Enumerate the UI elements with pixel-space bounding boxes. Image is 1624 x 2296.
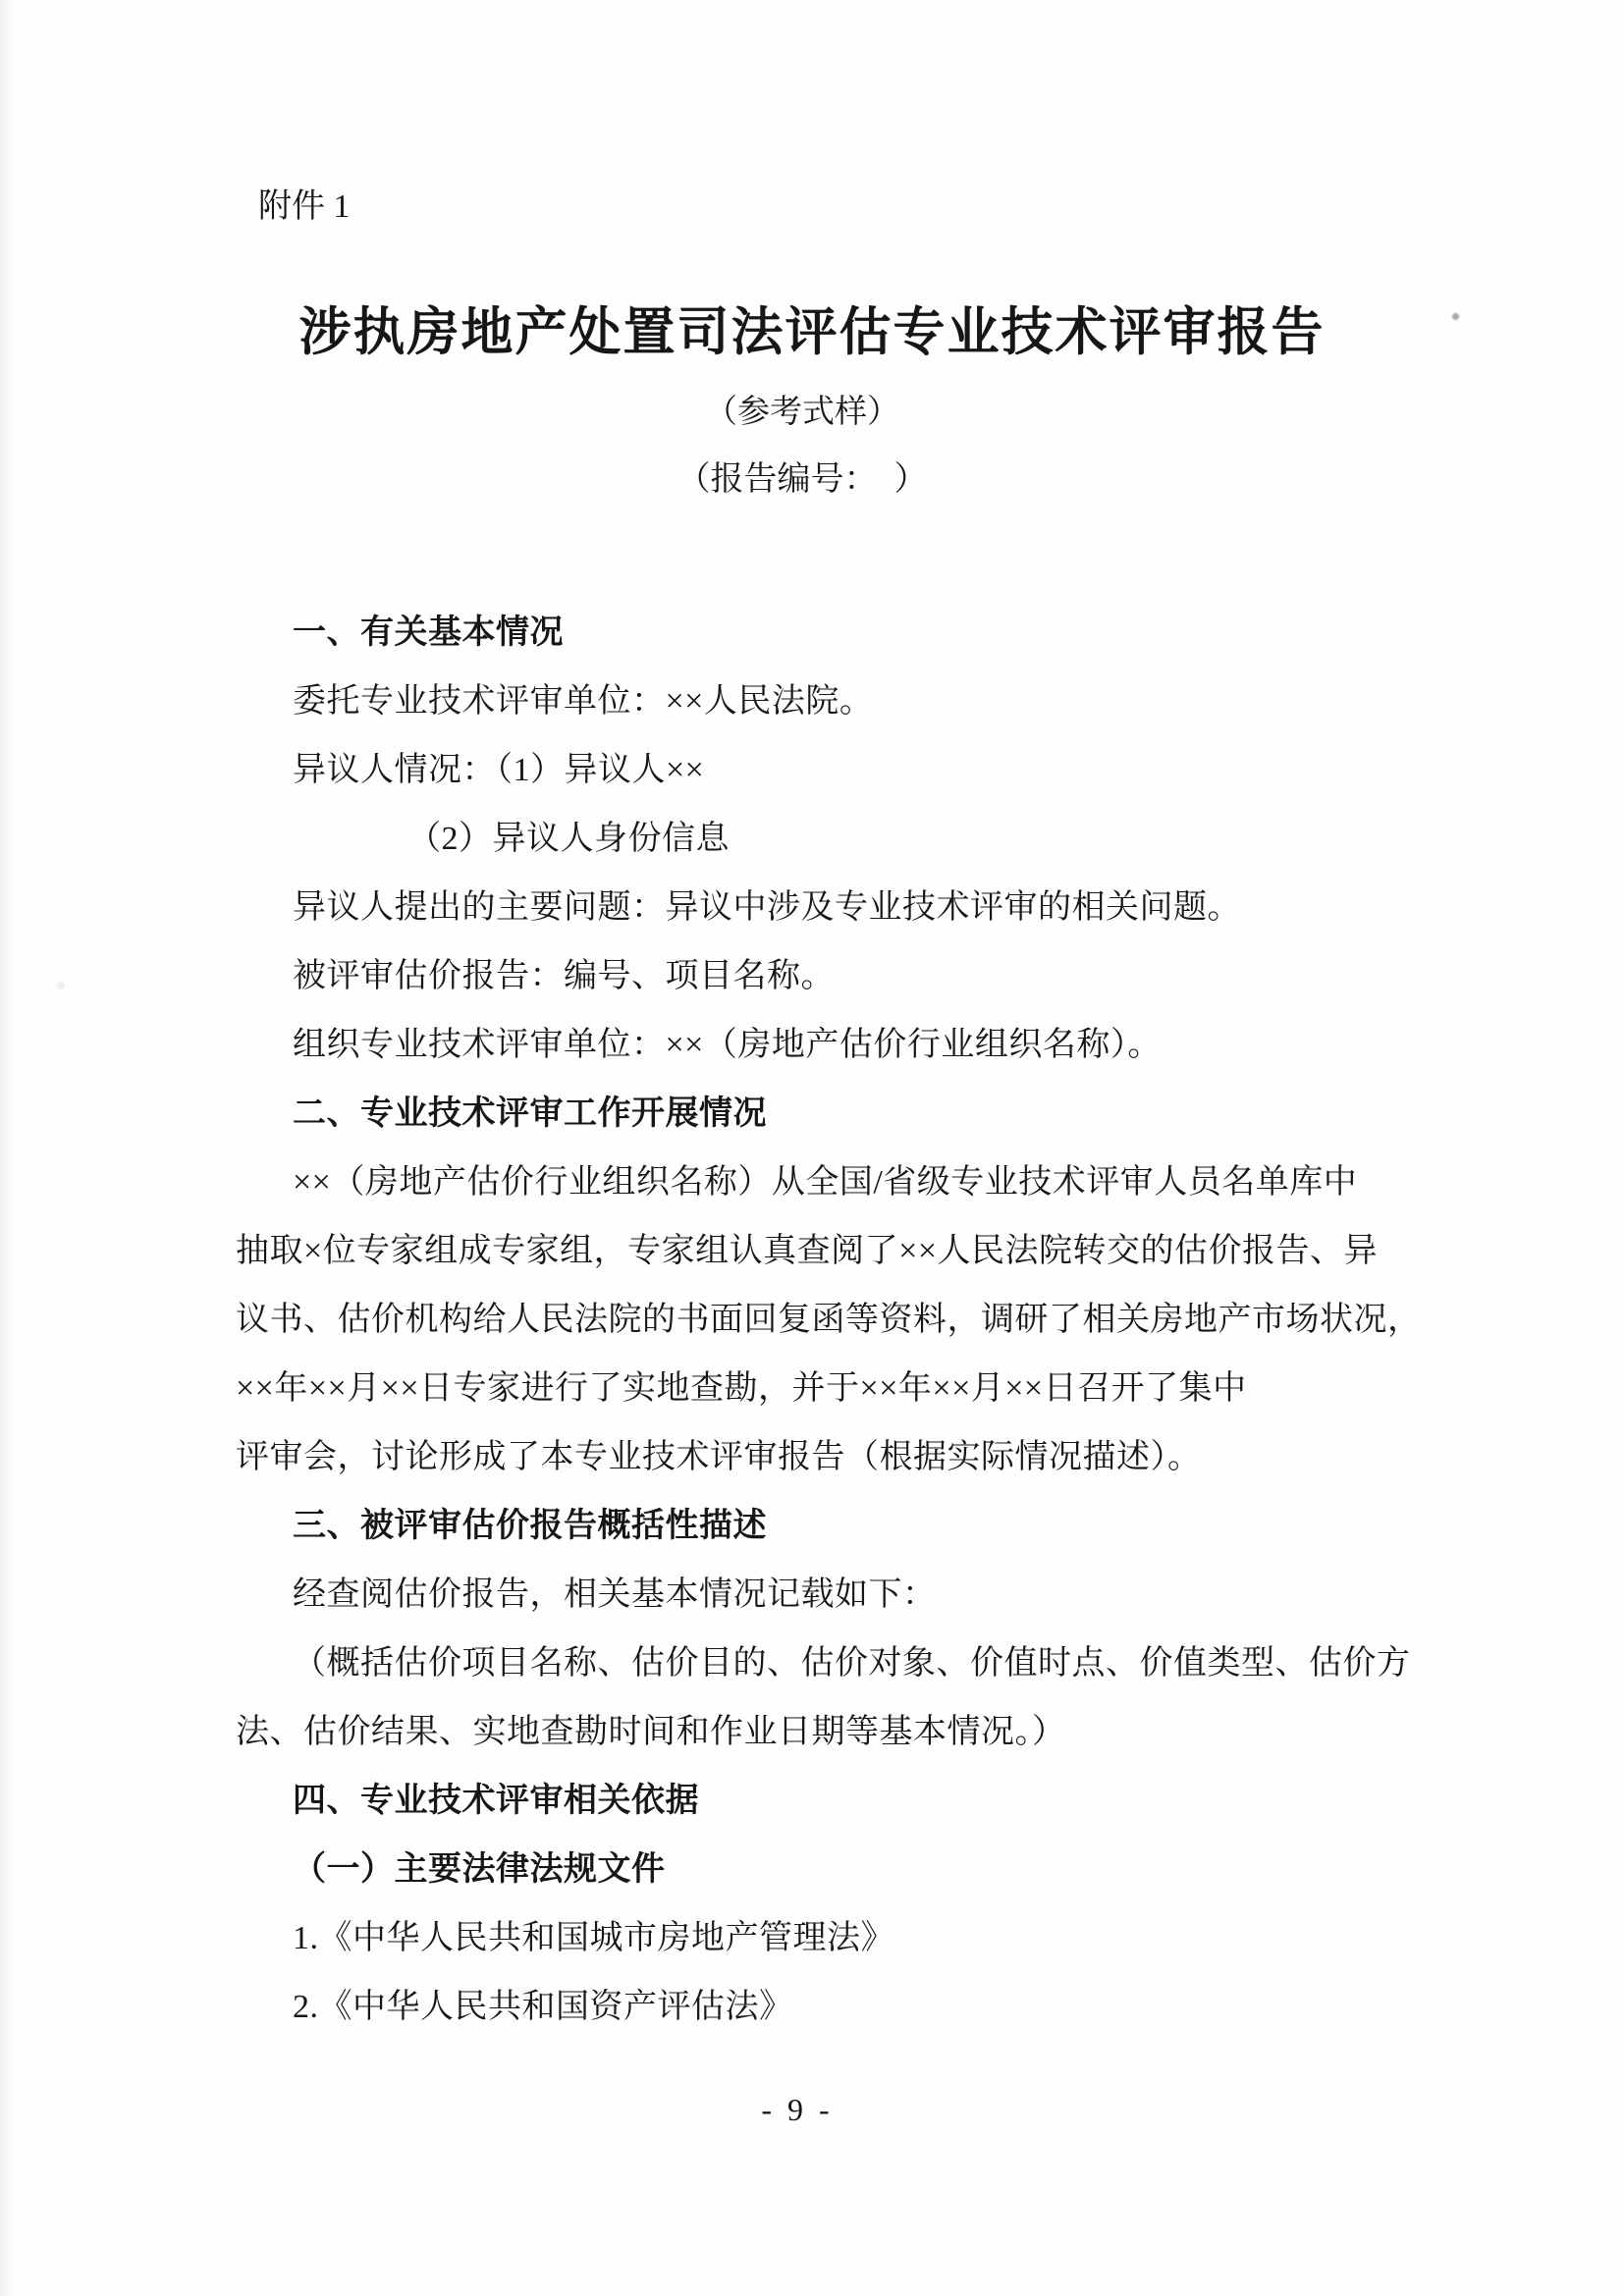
body-paragraph-2-line-4: ××年××月××日专家进行了实地查勘，并于××年××月××日召开了集中	[236, 1370, 1247, 1407]
body-line-objector-1: 异议人情况：（1）异议人××	[293, 752, 705, 788]
body-line-organizing-unit: 组织专业技术评审单位：××（房地产估价行业组织名称）。	[293, 1027, 1162, 1063]
body-line-reviewed-report: 被评审估价报告：编号、项目名称。	[293, 958, 835, 994]
document-title: 涉执房地产处置司法评估专业技术评审报告	[298, 304, 1326, 361]
section-heading-1: 一、有关基本情况	[293, 614, 564, 651]
report-number-line: （报告编号： ）	[677, 461, 928, 498]
legal-document-item-2: 2.《中华人民共和国资产评估法》	[293, 1989, 793, 2025]
scan-edge-shadow	[0, 0, 16, 2296]
legal-document-item-1: 1.《中华人民共和国城市房地产管理法》	[293, 1920, 894, 1956]
body-line-main-issues: 异议人提出的主要问题：异议中涉及专业技术评审的相关问题。	[293, 889, 1241, 926]
subsection-heading-4-1: （一）主要法律法规文件	[293, 1851, 666, 1888]
attachment-label: 附件 1	[258, 188, 351, 225]
body-paragraph-2-line-3: 议书、估价机构给人民法院的书面回复函等资料，调研了相关房地产市场状况，	[236, 1302, 1422, 1338]
body-paragraph-2-line-2: 抽取×位专家组成专家组，专家组认真查阅了××人民法院转交的估价报告、异	[236, 1233, 1379, 1269]
section-heading-2: 二、专业技术评审工作开展情况	[293, 1095, 767, 1132]
body-line-review-note: 经查阅估价报告，相关基本情况记载如下：	[293, 1576, 937, 1613]
document-subtitle: （参考式样）	[705, 395, 899, 430]
body-line-entrusting-unit: 委托专业技术评审单位：××人民法院。	[293, 683, 874, 720]
page-number: - 9 -	[761, 2092, 834, 2127]
section-heading-4: 四、专业技术评审相关依据	[293, 1783, 699, 1819]
body-paragraph-3-line-2: 法、估价结果、实地查勘时间和作业日期等基本情况。）	[236, 1714, 1066, 1750]
scan-artifact-speck-small	[57, 982, 65, 989]
body-line-objector-2: （2）异议人身份信息	[407, 821, 730, 857]
body-paragraph-2-line-5: 评审会，讨论形成了本专业技术评审报告（根据实际情况描述）。	[236, 1439, 1202, 1475]
body-paragraph-3-line-1: （概括估价项目名称、估价目的、估价对象、价值时点、价值类型、估价方	[293, 1645, 1411, 1682]
document-body	[236, 599, 1422, 2042]
section-heading-3: 三、被评审估价报告概括性描述	[293, 1508, 767, 1544]
body-paragraph-2-line-1: ××（房地产估价行业组织名称）从全国/省级专业技术评审人员名单库中	[293, 1164, 1358, 1201]
